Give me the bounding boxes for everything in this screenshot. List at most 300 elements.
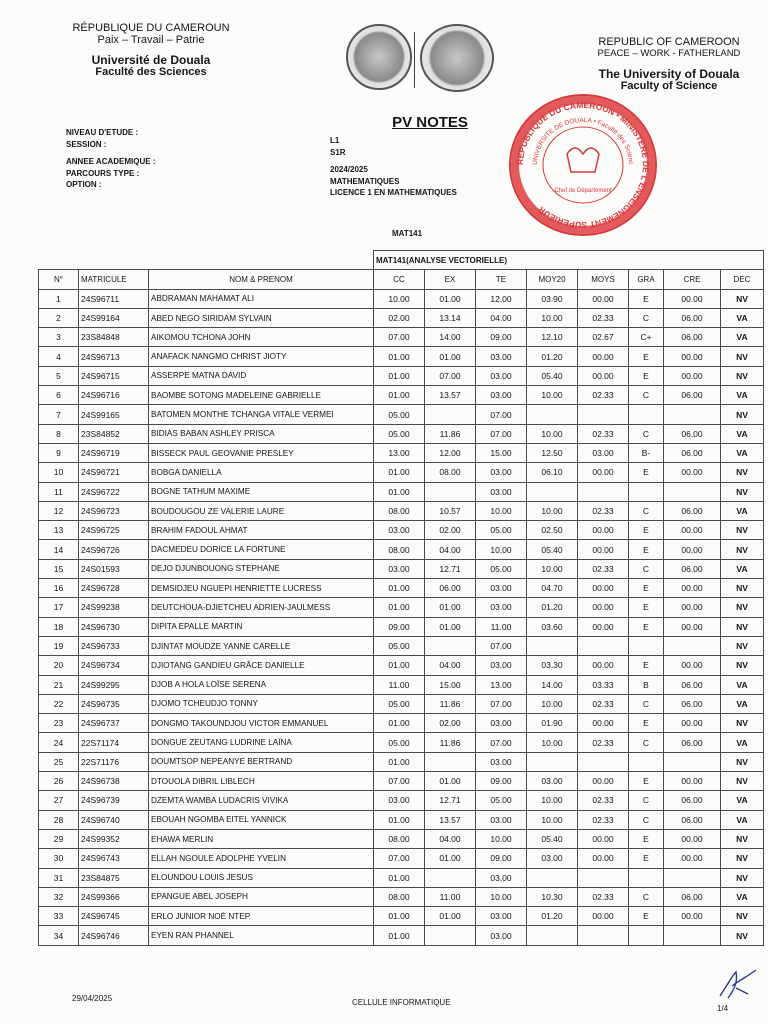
table-row	[39, 791, 764, 810]
col-number-cell: 2	[39, 308, 79, 327]
col-matricule-cell: 24S96722	[79, 482, 149, 501]
col-gra-cell	[629, 636, 664, 655]
col-gra-cell: E	[629, 714, 664, 733]
col-matricule-cell: 24S96746	[79, 926, 149, 945]
table-row	[39, 328, 764, 347]
col-number-cell: 25	[39, 752, 79, 771]
col-cc-cell: 08.00	[374, 887, 425, 906]
col-ex-cell: 02.00	[425, 714, 476, 733]
col-name-cell: DIPITA EPALLE MARTIN	[149, 617, 374, 636]
col-ex-cell: 01.00	[425, 772, 476, 791]
table-row	[39, 810, 764, 829]
table-row	[39, 714, 764, 733]
meta-label: ANNEE ACADEMIQUE :	[66, 157, 156, 166]
col-number-cell: 7	[39, 405, 79, 424]
col-dec-cell: VA	[721, 424, 764, 443]
col-moy20-cell: 03.00	[527, 772, 578, 791]
col-gra-cell: C	[629, 733, 664, 752]
col-moy20-cell: 02.50	[527, 521, 578, 540]
col-moys-header: MOYS	[578, 270, 629, 289]
col-cc-cell: 08.00	[374, 501, 425, 520]
col-ex-cell: 11.86	[425, 424, 476, 443]
col-name-cell: DJIOTANG GANDIEU GRÂCE DANIELLE	[149, 656, 374, 675]
col-cc-cell: 01.00	[374, 386, 425, 405]
table-row	[39, 733, 764, 752]
col-ex-cell: 04.00	[425, 656, 476, 675]
col-number-cell: 12	[39, 501, 79, 520]
col-dec-cell: NV	[721, 752, 764, 771]
col-gra-cell: E	[629, 521, 664, 540]
col-moys-cell: 00.00	[578, 656, 629, 675]
col-ex-cell: 15.00	[425, 675, 476, 694]
col-te-cell: 03.00	[476, 810, 527, 829]
col-moys-cell: 00.00	[578, 579, 629, 598]
col-ex-header: EX	[425, 270, 476, 289]
col-ex-cell: 12.71	[425, 559, 476, 578]
col-ex-cell: 04.00	[425, 829, 476, 848]
col-cre-cell: 06.00	[664, 791, 721, 810]
col-moys-cell: 02.33	[578, 424, 629, 443]
col-name-cell: DJINTAT MOUDZE YANNE CARELLE	[149, 636, 374, 655]
col-moy20-cell	[527, 752, 578, 771]
meta-label: NIVEAU D'ETUDE :	[66, 128, 139, 137]
col-number-cell: 14	[39, 540, 79, 559]
col-gra-cell: C+	[629, 328, 664, 347]
col-matricule-cell: 24S96730	[79, 617, 149, 636]
col-number-cell: 21	[39, 675, 79, 694]
col-number-cell: 1	[39, 289, 79, 308]
table-row	[39, 694, 764, 713]
col-gra-cell	[629, 926, 664, 945]
col-matricule-cell: 24S96745	[79, 907, 149, 926]
col-cre-cell: 06.00	[664, 386, 721, 405]
col-name-cell: BAOMBE SOTONG MADELEINE GABRIELLE	[149, 386, 374, 405]
col-cc-cell: 05.00	[374, 405, 425, 424]
course-title-row	[39, 251, 764, 270]
col-gra-cell	[629, 868, 664, 887]
col-ex-cell: 13.14	[425, 308, 476, 327]
course-title: MAT141(ANALYSE VECTORIELLE)	[374, 251, 764, 270]
table-row	[39, 366, 764, 385]
col-dec-cell: NV	[721, 772, 764, 791]
table-row	[39, 907, 764, 926]
table-row	[39, 482, 764, 501]
meta-value: S1R	[330, 147, 346, 157]
col-dec-cell: VA	[721, 386, 764, 405]
col-cc-cell: 01.00	[374, 926, 425, 945]
col-matricule-cell: 24S96728	[79, 579, 149, 598]
col-moy20-cell	[527, 405, 578, 424]
table-row	[39, 579, 764, 598]
col-ex-cell: 02.00	[425, 521, 476, 540]
col-moys-cell: 02.33	[578, 887, 629, 906]
col-moy20-cell: 10.00	[527, 791, 578, 810]
col-matricule-cell: 24S96715	[79, 366, 149, 385]
col-dec-cell: VA	[721, 328, 764, 347]
col-moy20-cell	[527, 482, 578, 501]
col-dec-cell: VA	[721, 675, 764, 694]
col-dec-cell: VA	[721, 733, 764, 752]
col-cre-cell	[664, 926, 721, 945]
col-name-cell: ELLAH NGOULE ADOLPHE YVELIN	[149, 849, 374, 868]
col-number-cell: 5	[39, 366, 79, 385]
col-ex-cell	[425, 752, 476, 771]
col-dec-cell: NV	[721, 405, 764, 424]
col-name-cell: EHAWA MERLIN	[149, 829, 374, 848]
col-dec-cell: VA	[721, 887, 764, 906]
col-te-cell: 07.00	[476, 694, 527, 713]
col-matricule-cell: 24S99238	[79, 598, 149, 617]
col-moys-cell: 02.33	[578, 733, 629, 752]
header-right	[588, 36, 750, 92]
page-number: 1/4	[717, 1004, 729, 1013]
col-cc-cell: 08.00	[374, 540, 425, 559]
col-ex-cell: 13.57	[425, 386, 476, 405]
col-moys-cell: 00.00	[578, 289, 629, 308]
col-gra-cell: E	[629, 772, 664, 791]
col-te-cell: 03.00	[476, 714, 527, 733]
col-moy20-cell: 10.00	[527, 424, 578, 443]
col-moys-cell	[578, 752, 629, 771]
col-moys-cell: 03.33	[578, 675, 629, 694]
col-cre-cell: 00.00	[664, 347, 721, 366]
col-moy20-cell: 04.70	[527, 579, 578, 598]
col-moy20-header: MOY20	[527, 270, 578, 289]
col-number-cell: 23	[39, 714, 79, 733]
col-moys-cell: 02.33	[578, 559, 629, 578]
col-matricule-cell: 24S96738	[79, 772, 149, 791]
col-ex-cell: 04.00	[425, 540, 476, 559]
table-row	[39, 521, 764, 540]
table-row	[39, 424, 764, 443]
col-cre-cell: 00.00	[664, 907, 721, 926]
col-cc-cell: 01.00	[374, 579, 425, 598]
col-ex-cell: 11.00	[425, 887, 476, 906]
col-moys-cell	[578, 482, 629, 501]
col-cc-cell: 01.00	[374, 714, 425, 733]
col-name-cell: DTOUOLA DIBRIL LIBLECH	[149, 772, 374, 791]
col-matricule-cell: 24S96726	[79, 540, 149, 559]
col-matricule-cell: 24S96711	[79, 289, 149, 308]
col-dec-cell: NV	[721, 598, 764, 617]
col-cre-cell: 06.00	[664, 675, 721, 694]
col-cc-cell: 03.00	[374, 791, 425, 810]
col-dec-cell: NV	[721, 579, 764, 598]
col-matricule-cell: 24S96734	[79, 656, 149, 675]
col-ex-cell: 07.00	[425, 366, 476, 385]
col-cc-header: CC	[374, 270, 425, 289]
col-moy20-cell: 10.30	[527, 887, 578, 906]
col-te-cell: 05.00	[476, 521, 527, 540]
col-gra-cell: E	[629, 617, 664, 636]
col-moy20-cell: 03.90	[527, 289, 578, 308]
col-dec-cell: NV	[721, 656, 764, 675]
col-moys-cell	[578, 636, 629, 655]
col-name-cell: DJOMO TCHEUDJO TONNY	[149, 694, 374, 713]
col-moy20-cell: 01.20	[527, 907, 578, 926]
col-number-cell: 17	[39, 598, 79, 617]
col-dec-cell: VA	[721, 443, 764, 462]
meta-label: PARCOURS TYPE :	[66, 168, 140, 178]
col-name-cell: EPANGUE ABEL JOSEPH	[149, 887, 374, 906]
col-moys-cell: 03.00	[578, 443, 629, 462]
col-cre-cell: 06.00	[664, 810, 721, 829]
col-te-cell: 03.00	[476, 579, 527, 598]
col-te-cell: 12.00	[476, 289, 527, 308]
col-name-cell: DACMEDEU DORICE LA FORTUNE	[149, 540, 374, 559]
table-row	[39, 926, 764, 945]
col-moys-cell: 00.00	[578, 366, 629, 385]
col-number-cell: 30	[39, 849, 79, 868]
col-cre-cell	[664, 752, 721, 771]
col-dec-cell: NV	[721, 907, 764, 926]
department-stamp	[509, 94, 657, 236]
col-te-cell: 11.00	[476, 617, 527, 636]
col-cre-cell: 06.00	[664, 328, 721, 347]
col-matricule-cell: 24S96735	[79, 694, 149, 713]
col-cre-cell	[664, 405, 721, 424]
col-cre-cell: 00.00	[664, 540, 721, 559]
col-dec-cell: NV	[721, 347, 764, 366]
meta-value: L1	[330, 136, 340, 145]
col-number-cell: 18	[39, 617, 79, 636]
col-matricule-cell: 24S99165	[79, 405, 149, 424]
col-cc-cell: 01.00	[374, 482, 425, 501]
col-cre-cell: 06.00	[664, 887, 721, 906]
col-ex-cell: 13.57	[425, 810, 476, 829]
col-cc-cell: 05.00	[374, 733, 425, 752]
col-moys-cell: 00.00	[578, 907, 629, 926]
col-ex-cell	[425, 405, 476, 424]
table-row	[39, 405, 764, 424]
col-moys-cell: 00.00	[578, 521, 629, 540]
col-cre-cell: 00.00	[664, 598, 721, 617]
col-dec-cell: NV	[721, 617, 764, 636]
col-cre-cell: 06.00	[664, 308, 721, 327]
col-matricule-cell: 22S71176	[79, 752, 149, 771]
col-gra-cell: E	[629, 849, 664, 868]
col-moy20-cell: 10.00	[527, 810, 578, 829]
col-cre-cell	[664, 868, 721, 887]
col-gra-header: GRA	[629, 270, 664, 289]
col-dec-cell: VA	[721, 308, 764, 327]
col-number-header: N°	[39, 270, 79, 289]
col-cre-cell: 00.00	[664, 521, 721, 540]
col-gra-cell: E	[629, 463, 664, 482]
col-cc-cell: 05.00	[374, 424, 425, 443]
col-name-cell: DEUTCHOUA-DJIETCHEU ADRIEN-JAULMESS	[149, 598, 374, 617]
col-gra-cell: C	[629, 501, 664, 520]
col-gra-cell: E	[629, 656, 664, 675]
col-te-cell: 03.00	[476, 926, 527, 945]
col-te-cell: 05.00	[476, 791, 527, 810]
col-dec-cell: NV	[721, 289, 764, 308]
col-moy20-cell: 12.50	[527, 443, 578, 462]
col-name-cell: EBOUAH NGOMBA EITEL YANNICK	[149, 810, 374, 829]
col-ex-cell: 11.86	[425, 694, 476, 713]
col-te-cell: 10.00	[476, 540, 527, 559]
col-number-cell: 16	[39, 579, 79, 598]
col-moy20-cell: 10.00	[527, 501, 578, 520]
col-name-cell: ERLO JUNIOR NOÉ NTEP	[149, 907, 374, 926]
col-matricule-cell: 24S99366	[79, 887, 149, 906]
col-te-cell: 03.00	[476, 347, 527, 366]
table-row	[39, 887, 764, 906]
col-cre-cell: 06.00	[664, 501, 721, 520]
university-en: The University of Douala	[598, 67, 740, 81]
table-row	[39, 289, 764, 308]
col-cc-cell: 01.00	[374, 598, 425, 617]
stamp-center-text: Chef de Département	[554, 188, 612, 194]
col-cc-cell: 10.00	[374, 289, 425, 308]
col-name-cell: ANAFACK NANGMO CHRIST JIOTY	[149, 347, 374, 366]
col-number-cell: 32	[39, 887, 79, 906]
col-gra-cell	[629, 752, 664, 771]
col-te-cell: 03.00	[476, 463, 527, 482]
col-cre-cell: 06.00	[664, 443, 721, 462]
header-left	[66, 22, 236, 78]
col-moys-cell: 02.67	[578, 328, 629, 347]
col-name-cell: DOUMTSOP NEPEANYE BERTRAND	[149, 752, 374, 771]
meta-values	[330, 135, 457, 199]
col-number-cell: 3	[39, 328, 79, 347]
col-gra-cell	[629, 482, 664, 501]
col-te-cell: 07.00	[476, 424, 527, 443]
col-gra-cell: C	[629, 810, 664, 829]
col-number-cell: 10	[39, 463, 79, 482]
col-number-cell: 11	[39, 482, 79, 501]
col-cre-header: CRE	[664, 270, 721, 289]
col-number-cell: 19	[39, 636, 79, 655]
col-cc-cell: 01.00	[374, 810, 425, 829]
col-moy20-cell: 10.00	[527, 386, 578, 405]
signature-icon	[714, 964, 764, 1004]
col-name-cell: AIKOMOU TCHONA JOHN	[149, 328, 374, 347]
table-row	[39, 868, 764, 887]
col-name-cell: ABED NEGO SIRIDAM SYLVAIN	[149, 308, 374, 327]
col-number-cell: 28	[39, 810, 79, 829]
col-dec-cell: NV	[721, 926, 764, 945]
col-te-cell: 07.00	[476, 405, 527, 424]
col-moys-cell: 00.00	[578, 617, 629, 636]
col-gra-cell: E	[629, 598, 664, 617]
col-matricule-cell: 24S96737	[79, 714, 149, 733]
col-ex-cell: 10.57	[425, 501, 476, 520]
col-dec-cell: NV	[721, 540, 764, 559]
table-row	[39, 617, 764, 636]
col-cc-cell: 07.00	[374, 328, 425, 347]
col-number-cell: 29	[39, 829, 79, 848]
col-cre-cell: 00.00	[664, 617, 721, 636]
col-dec-cell: NV	[721, 521, 764, 540]
col-gra-cell: B	[629, 675, 664, 694]
faculty-seal-logo	[420, 24, 494, 92]
col-name-cell: DEMSIDJEU NGUEPI HENRIETTE LUCRESS	[149, 579, 374, 598]
col-moy20-cell: 05.40	[527, 829, 578, 848]
col-gra-cell: C	[629, 424, 664, 443]
col-dec-cell: VA	[721, 559, 764, 578]
col-cre-cell: 00.00	[664, 366, 721, 385]
col-moys-cell: 02.33	[578, 501, 629, 520]
col-name-cell: ELOUNDOU LOUIS JESUS	[149, 868, 374, 887]
motto-en: PEACE – WORK - FATHERLAND	[597, 48, 741, 59]
grades-table	[38, 250, 764, 946]
col-matricule-cell: 23S84875	[79, 868, 149, 887]
stamp-inner-text: UNIVERSITE DE DOUALA • Faculté des Scienc	[531, 116, 635, 166]
col-number-cell: 34	[39, 926, 79, 945]
col-cc-cell: 01.00	[374, 463, 425, 482]
col-dec-cell: NV	[721, 366, 764, 385]
col-dec-cell: VA	[721, 810, 764, 829]
col-name-cell: ABDRAMAN MAHAMAT ALI	[149, 289, 374, 308]
col-name-cell: BATOMEN MONTHE TCHANGA VITALE VERMEI	[149, 405, 374, 424]
col-moys-cell: 00.00	[578, 772, 629, 791]
col-name-cell: BISSECK PAUL GEOVANIE PRESLEY	[149, 443, 374, 462]
col-number-cell: 20	[39, 656, 79, 675]
col-cc-cell: 05.00	[374, 694, 425, 713]
col-dec-cell: NV	[721, 636, 764, 655]
col-ex-cell: 01.00	[425, 907, 476, 926]
footer-center: CELLULE INFORMATIQUE	[352, 998, 451, 1007]
col-matricule-cell: 24S96739	[79, 791, 149, 810]
table-row	[39, 829, 764, 848]
table-row	[39, 598, 764, 617]
col-cc-cell: 01.00	[374, 347, 425, 366]
col-ex-cell: 01.00	[425, 289, 476, 308]
university-fr: Université de Douala	[91, 53, 211, 67]
col-number-cell: 13	[39, 521, 79, 540]
col-te-cell: 03.00	[476, 868, 527, 887]
col-number-cell: 15	[39, 559, 79, 578]
col-te-cell: 03.00	[476, 386, 527, 405]
col-number-cell: 8	[39, 424, 79, 443]
col-ex-cell: 14.00	[425, 328, 476, 347]
col-te-cell: 04.00	[476, 308, 527, 327]
col-cre-cell: 00.00	[664, 656, 721, 675]
col-dec-cell: NV	[721, 849, 764, 868]
republic-fr: RÉPUBLIQUE DU CAMEROUN	[72, 22, 230, 34]
col-gra-cell: E	[629, 366, 664, 385]
col-gra-cell: E	[629, 289, 664, 308]
col-matricule-cell: 24S99295	[79, 675, 149, 694]
col-gra-cell: E	[629, 907, 664, 926]
col-ex-cell: 12.71	[425, 791, 476, 810]
meta-value: LICENCE 1 EN MATHEMATIQUES	[330, 188, 457, 197]
col-moys-cell: 02.33	[578, 810, 629, 829]
col-cc-cell: 01.00	[374, 868, 425, 887]
col-cc-cell: 05.00	[374, 636, 425, 655]
col-moys-cell: 02.33	[578, 308, 629, 327]
table-row	[39, 463, 764, 482]
col-cre-cell: 06.00	[664, 694, 721, 713]
col-cc-cell: 09.00	[374, 617, 425, 636]
col-ex-cell: 01.00	[425, 347, 476, 366]
col-name-cell: BOGNE TATHUM MAXIME	[149, 482, 374, 501]
motto-fr: Paix – Travail – Patrie	[97, 34, 205, 46]
col-cre-cell: 00.00	[664, 714, 721, 733]
col-dec-cell: NV	[721, 829, 764, 848]
col-te-cell: 03.00	[476, 907, 527, 926]
col-moy20-cell: 10.00	[527, 308, 578, 327]
course-code: MAT141	[392, 229, 423, 238]
col-gra-cell: C	[629, 887, 664, 906]
col-number-cell: 26	[39, 772, 79, 791]
col-name-cell: BRAHIM FADOUL AHMAT	[149, 521, 374, 540]
col-name-cell: BOUDOUGOU ZE VALERIE LAURE	[149, 501, 374, 520]
col-moy20-cell: 06.10	[527, 463, 578, 482]
col-matricule-cell: 24S96716	[79, 386, 149, 405]
col-gra-cell: E	[629, 579, 664, 598]
